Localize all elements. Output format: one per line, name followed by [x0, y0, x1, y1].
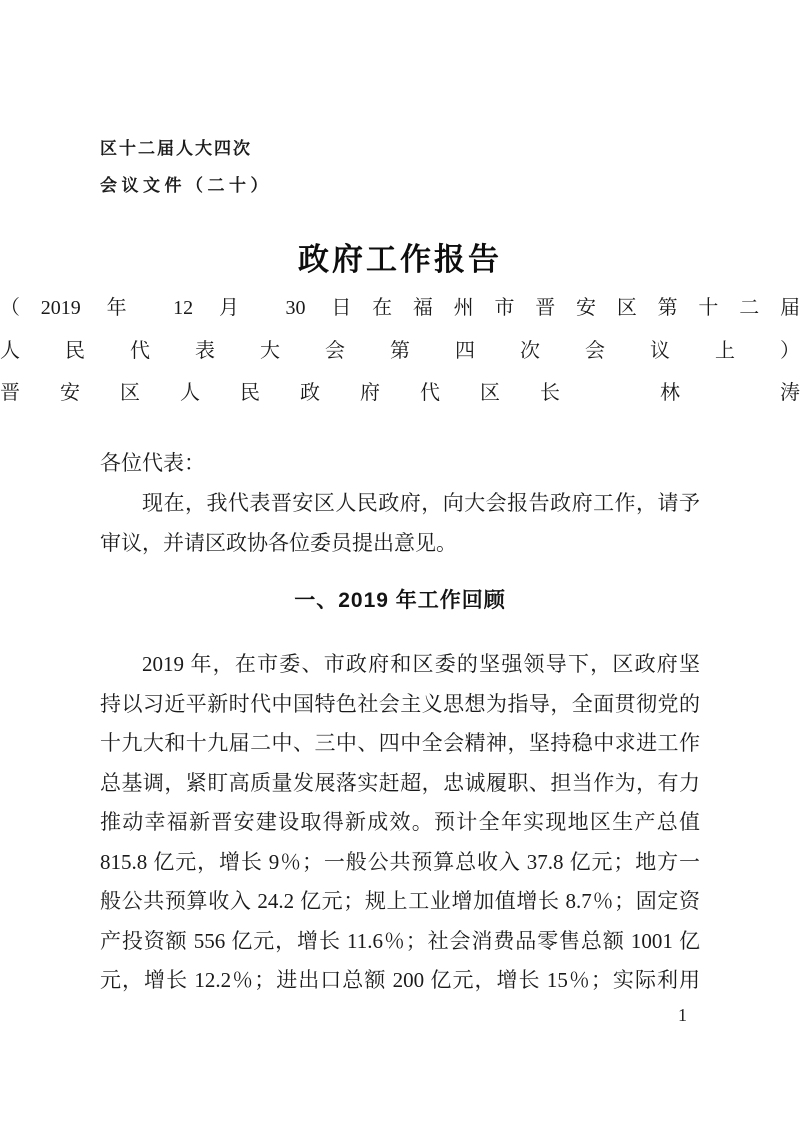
text-line: 审议，并请区政协各位委员提出意见。: [100, 531, 457, 555]
text-line: 元，增长 12.2％；进出口总额 200 亿元，增长 15％；实际利用: [100, 968, 700, 992]
intro-paragraph: [100, 483, 700, 563]
text-line: 2019 年，在市委、市政府和区委的坚强领导下，区政府坚: [142, 652, 700, 676]
text-line: 815.8 亿元，增长 9％；一般公共预算总收入 37.8 亿元；地方一: [100, 849, 700, 874]
salutation: 各位代表：: [100, 451, 205, 475]
document-title: 政府工作报告: [298, 242, 502, 277]
document-subtitle: [0, 287, 800, 415]
document-number: [100, 130, 272, 204]
text-line: 十九大和十九届二中、三中、四中全会精神，坚持稳中求进工作: [100, 731, 700, 755]
page-number: 1: [678, 1005, 687, 1025]
text-line: 推动幸福新晋安建设取得新成效。预计全年实现地区生产总值: [100, 810, 700, 834]
text-line: 人民代表大会第四次会议上）: [0, 339, 800, 362]
text-line: 总基调，紧盯高质量发展落实赶超，忠诚履职、担当作为，有力: [100, 770, 700, 795]
document-number-line2: 会议文件（二十）: [100, 176, 272, 195]
section-heading: 一、2019 年工作回顾: [294, 589, 506, 612]
document-number-line1: 区十二届人大四次: [100, 139, 252, 158]
body-paragraph: [100, 645, 700, 1001]
text-line: 产投资额 556 亿元，增长 11.6％；社会消费品零售总额 1001 亿: [100, 928, 700, 953]
text-line: 晋安区人民政府代区长 林 涛: [0, 382, 800, 404]
text-line: （2019 年 12 月 30 日在福州市晋安区第十二届: [0, 297, 800, 319]
text-line: 持以习近平新时代中国特色社会主义思想为指导，全面贯彻党的: [100, 691, 700, 716]
text-line: 现在，我代表晋安区人民政府，向大会报告政府工作，请予: [142, 491, 700, 515]
text-line: 般公共预算收入 24.2 亿元；规上工业增加值增长 8.7％；固定资: [100, 889, 700, 913]
